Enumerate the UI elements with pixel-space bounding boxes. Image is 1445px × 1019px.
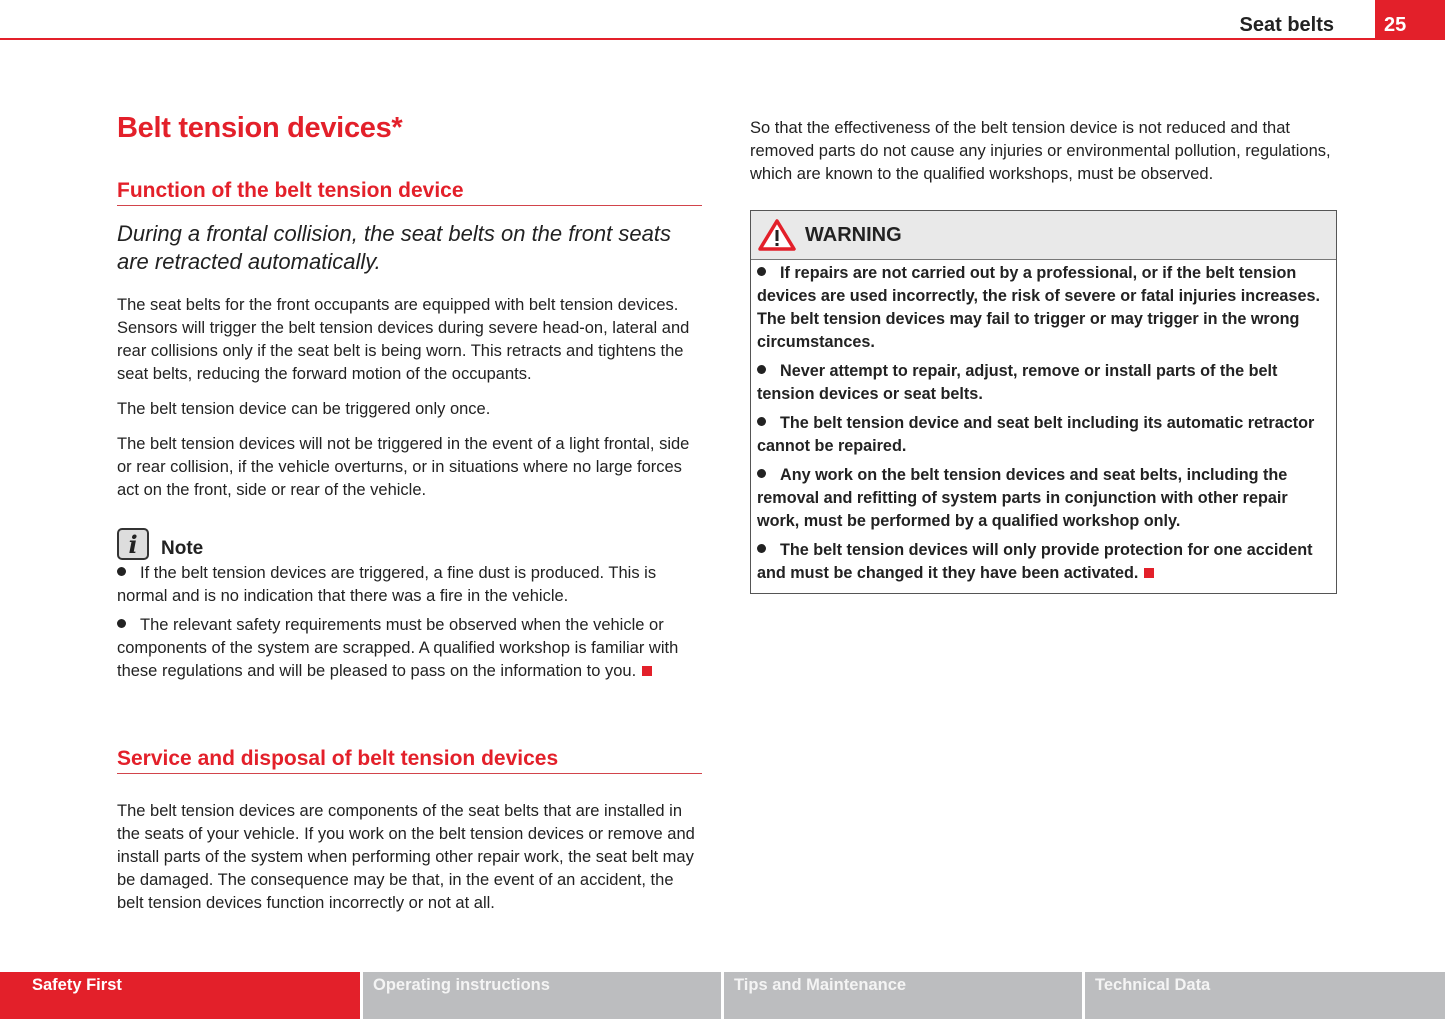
warning-triangle-icon <box>757 218 797 252</box>
warning-item: The belt tension device and seat belt including its automatic retractor cannot be repaired. <box>757 414 1315 455</box>
warning-item: Any work on the belt tension devices and seat belts, including the removal and refitting of system parts in conjunction with other repair work, must be performed by a qualified workshop only. <box>757 466 1288 530</box>
warning-body <box>751 260 1336 593</box>
right-column <box>750 117 1335 594</box>
bullet-icon <box>757 544 766 553</box>
section-heading-function: Function of the belt tension device <box>117 179 702 206</box>
note-item: The relevant safety requirements must be observed when the vehicle or components of the system are scrapped. A qualified workshop is familiar with these regulations and will be pleased to pass on the information to you. <box>117 616 679 680</box>
tab-technical-data[interactable]: Technical Data <box>1085 972 1445 1019</box>
bullet-icon <box>757 365 766 374</box>
paragraph: The seat belts for the front occupants are equipped with belt tension devices. Sensors will trigger the belt tension devices during severe head-on, lateral and rear collisions only if the seat belt is being worn. This retracts and tightens the seat belts, reducing the forward motion of the occupants. <box>117 296 690 383</box>
bullet-icon <box>117 567 126 576</box>
paragraph: The belt tension device can be triggered only once. <box>117 400 491 418</box>
left-column <box>117 112 702 927</box>
warning-box <box>750 210 1337 594</box>
note-header <box>117 528 702 560</box>
warning-item: Never attempt to repair, adjust, remove or install parts of the belt tension devices or seat belts. <box>757 362 1278 403</box>
info-icon: i <box>117 528 149 560</box>
header-rule <box>0 38 1445 40</box>
end-marker-icon <box>642 666 652 676</box>
page-number: 25 <box>1375 0 1445 40</box>
note-item: If the belt tension devices are triggered, a fine dust is produced. This is normal and is no indication that there was a fire in the vehicle. <box>117 564 657 605</box>
bullet-icon <box>117 619 126 628</box>
warning-header <box>751 211 1336 260</box>
footer-nav <box>0 972 1445 1019</box>
tab-tips-and-maintenance[interactable]: Tips and Maintenance <box>724 972 1082 1019</box>
tab-operating-instructions[interactable]: Operating instructions <box>363 972 721 1019</box>
bullet-icon <box>757 469 766 478</box>
note-title: Note <box>161 538 204 559</box>
lead-text: During a frontal collision, the seat belts on the front seats are retracted automatically. <box>117 221 671 274</box>
end-marker-icon <box>1144 568 1154 578</box>
page-title: Belt tension devices* <box>117 112 403 144</box>
paragraph: The belt tension devices are components of the seat belts that are installed in the seats of your vehicle. If you work on the belt tension devices or remove and install parts of the system when performing other repair work, the seat belt may be damaged. The consequence may be that, in the event of an accident, the belt tension devices function incorrectly or not at all. <box>117 802 695 912</box>
warning-item: The belt tension devices will only provide protection for one accident and must be changed it they have been activated. <box>757 541 1313 582</box>
intro-paragraph: So that the effectiveness of the belt tension device is not reduced and that removed parts do not cause any injuries or environmental pollution, regulations, which are known to the qualified workshops, must be observed. <box>750 119 1331 183</box>
bullet-icon <box>757 267 766 276</box>
warning-item: If repairs are not carried out by a professional, or if the belt tension devices are used incorrectly, the risk of severe or fatal injuries increases. The belt tension devices may fail to trigger or may trigger in the wrong circumstances. <box>757 264 1320 351</box>
section-service <box>117 747 702 915</box>
section-heading-service: Service and disposal of belt tension devices <box>117 747 702 774</box>
bullet-icon <box>757 417 766 426</box>
paragraph: The belt tension devices will not be triggered in the event of a light frontal, side or rear collision, if the vehicle overturns, or in situations where no large forces act on the front, side or rear of the vehicle. <box>117 435 690 499</box>
running-title: Seat belts <box>1239 14 1334 36</box>
tab-safety-first[interactable]: Safety First <box>0 972 360 1019</box>
warning-title: WARNING <box>805 223 902 246</box>
